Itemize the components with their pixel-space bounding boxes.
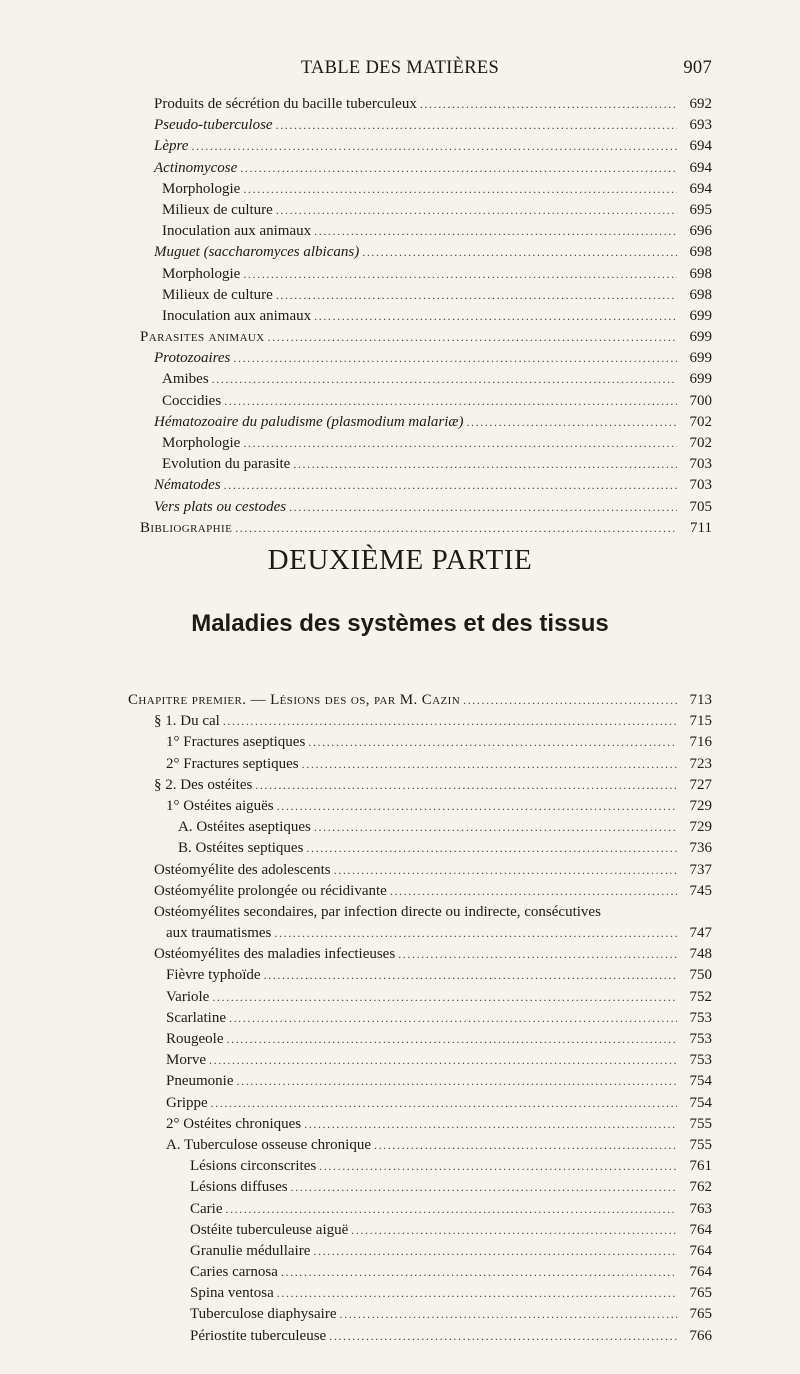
dot-leader (264, 965, 677, 986)
toc-entry (154, 94, 712, 115)
dot-leader (463, 690, 677, 711)
toc-entry-page: 752 (689, 988, 712, 1005)
toc-entry-title: Morphologie (162, 180, 241, 197)
toc-entry-page: 703 (689, 456, 712, 473)
dot-leader (274, 923, 677, 944)
toc-entry-page: 765 (689, 1306, 712, 1323)
toc-entry-page: 703 (689, 477, 712, 494)
toc-entry (154, 1029, 712, 1050)
toc-entry-page: 694 (689, 159, 712, 176)
toc-entry-page: 699 (689, 350, 712, 367)
toc-entry-title: Fièvre typhoïde (166, 967, 261, 984)
toc-entry (154, 221, 712, 242)
dot-leader (243, 179, 677, 200)
toc-entry (154, 732, 712, 753)
toc-entry-title: A. Tuberculose osseuse chronique (166, 1136, 371, 1153)
dot-leader (233, 348, 677, 369)
toc-entry-title: A. Ostéites aseptiques (178, 819, 311, 836)
toc-entry-page: 713 (689, 692, 712, 708)
toc-entry (154, 454, 712, 475)
toc-entry-title: B. Ostéites septiques (178, 840, 304, 857)
toc-entry-page: 754 (689, 1073, 712, 1090)
toc-entry-title: Lésions diffuses (190, 1179, 288, 1196)
toc-entry-title: Actinomycose (154, 159, 238, 176)
toc-entry-title: Inoculation aux animaux (162, 307, 312, 324)
toc-entry-title: Ostéomyélite prolongée ou récidivante (154, 882, 387, 899)
toc-entry-title: Ostéomyélites des maladies infectieuses (154, 946, 396, 963)
toc-entry (154, 200, 712, 221)
dot-leader (302, 754, 677, 775)
toc-entry (154, 944, 712, 965)
toc-entry (154, 1008, 712, 1029)
toc-entry-title: Nématodes (154, 477, 221, 494)
toc-entry-page: 700 (689, 392, 712, 409)
dot-leader (374, 1135, 677, 1156)
toc-entry (154, 497, 712, 518)
toc-entry-title: Bibliographie (140, 519, 233, 536)
toc-entry-title: Ostéomyélites secondaires, par infection directe ou indirecte, consécutives (154, 903, 601, 920)
toc-entry-title: Vers plats ou cestodes (154, 498, 287, 515)
toc-entry (154, 1135, 712, 1156)
toc-entry (140, 518, 712, 539)
part-title: DEUXIÈME PARTIE (267, 544, 533, 576)
dot-leader (362, 242, 677, 263)
dot-leader (240, 158, 677, 179)
toc-entry (154, 115, 712, 136)
toc-entry-title: Granulie médullaire (190, 1242, 311, 1259)
toc-entry-page: 698 (689, 244, 712, 261)
toc-entry (154, 881, 712, 902)
toc-entry-page: 753 (689, 1009, 712, 1026)
toc-entry (154, 775, 712, 796)
toc-entry-title: Lèpre (154, 138, 189, 155)
toc-entry-title: Inoculation aux animaux (162, 223, 312, 240)
toc-entry-title: Produits de sécrétion du bacille tuberculeux (154, 96, 417, 112)
toc-entry-page: 762 (689, 1179, 712, 1196)
toc-entry-title: aux traumatismes (166, 925, 272, 942)
running-header (0, 58, 800, 84)
toc-entry (128, 690, 712, 711)
dot-leader (276, 285, 677, 306)
toc-entry-title: 2° Fractures septiques (166, 755, 299, 772)
toc-entry-title: Milieux de culture (162, 201, 273, 218)
dot-leader (319, 1156, 677, 1177)
toc-entry-page: 755 (689, 1136, 712, 1153)
toc-entry (154, 348, 712, 369)
dot-leader (209, 1050, 677, 1071)
toc-entry (154, 306, 712, 327)
toc-entry (154, 264, 712, 285)
toc-entry-title: Pseudo-tuberculose (154, 117, 273, 134)
toc-entry (154, 412, 712, 433)
dot-leader (334, 860, 677, 881)
toc-entry-title: 2° Ostéites chroniques (166, 1115, 302, 1132)
toc-entry (154, 1177, 712, 1198)
toc-entry (154, 1071, 712, 1092)
toc-entry-page: 761 (689, 1158, 712, 1175)
toc-entry (154, 902, 712, 923)
toc-entry-title: Milieux de culture (162, 286, 273, 303)
dot-leader (308, 732, 677, 753)
toc-entry-title: Morve (166, 1052, 206, 1069)
toc-entry-page: 702 (689, 435, 712, 451)
toc-entry (154, 433, 712, 454)
toc-entry-title: Protozoaires (154, 350, 231, 367)
toc-entry-page: 753 (689, 1031, 712, 1047)
toc-entry-page: 750 (689, 967, 712, 984)
dot-leader (351, 1220, 677, 1241)
toc-entry (154, 1156, 712, 1177)
toc-entry-page: 699 (689, 329, 712, 346)
dot-leader (304, 1114, 677, 1135)
toc-entry-title: Pneumonie (166, 1073, 234, 1090)
toc-entry-title: Parasites animaux (140, 329, 265, 346)
toc-entry-title: 1° Ostéites aiguës (166, 797, 274, 814)
toc-entry-page: 711 (690, 519, 712, 536)
toc-entry (154, 860, 712, 881)
dot-leader (227, 1029, 678, 1050)
toc-entry (154, 1283, 712, 1304)
dot-leader (243, 264, 677, 285)
toc-entry (154, 711, 712, 732)
toc-entry-page: 723 (689, 755, 712, 772)
dot-leader (229, 1008, 677, 1029)
toc-entry (154, 817, 712, 838)
toc-entry-title: Périostite tuberculeuse (190, 1327, 327, 1344)
toc-entry (154, 285, 712, 306)
toc-entry (154, 754, 712, 775)
toc-entry-title: § 2. Des ostéites (154, 776, 253, 793)
dot-leader (223, 711, 677, 732)
dot-leader (276, 115, 677, 136)
dot-leader (235, 518, 677, 539)
toc-entry-title: Coccidies (162, 392, 222, 409)
toc-entry-title: Lésions circonscrites (190, 1158, 317, 1175)
dot-leader (191, 136, 677, 157)
dot-leader (277, 1283, 677, 1304)
toc-entry-title: Hématozoaire du paludisme (plasmodium malariæ) (154, 413, 464, 430)
dot-leader (211, 1093, 677, 1114)
dot-leader (398, 944, 677, 965)
dot-leader (281, 1262, 677, 1283)
part-subtitle: Maladies des systèmes et des tissus (191, 610, 609, 637)
toc-entry (154, 1093, 712, 1114)
toc-entry (154, 1199, 712, 1220)
toc-entry-page: 698 (689, 265, 712, 282)
toc-entry (154, 1114, 712, 1135)
toc-entry-page: 705 (689, 498, 712, 515)
dot-leader (291, 1177, 677, 1198)
toc-entry (154, 179, 712, 200)
toc-entry-page: 727 (689, 776, 712, 793)
toc-entry (154, 1220, 712, 1241)
running-title: TABLE DES MATIÈRES (300, 58, 500, 78)
dot-leader (313, 1241, 677, 1262)
page-number: 907 (683, 58, 712, 78)
dot-leader (293, 454, 677, 475)
dot-leader (314, 221, 677, 242)
dot-leader (224, 475, 677, 496)
toc-entry-title: Grippe (166, 1094, 208, 1111)
toc-entry (154, 987, 712, 1008)
toc-entry-title: Morphologie (162, 435, 241, 451)
toc-entry (154, 1050, 712, 1071)
toc-entry-page: 729 (689, 819, 712, 836)
toc-entry-title: Carie (190, 1200, 223, 1217)
toc-entry-page: 694 (689, 138, 712, 155)
toc-entry (154, 1262, 712, 1283)
toc-entry-page: 747 (689, 925, 712, 942)
toc-entry-page: 693 (689, 117, 712, 134)
toc-entry-page: 753 (689, 1052, 712, 1069)
toc-entry-page: 692 (689, 96, 712, 112)
toc-entry-page: 766 (689, 1327, 712, 1344)
toc-section-second (128, 690, 712, 1347)
toc-entry-title: Ostéite tuberculeuse aiguë (190, 1221, 349, 1238)
toc-entry-page: 764 (689, 1221, 712, 1238)
toc-entry-page: 748 (689, 946, 712, 963)
dot-leader (390, 881, 677, 902)
toc-entry-title: Tuberculose diaphysaire (190, 1306, 337, 1323)
toc-entry-title: Ostéomyélite des adolescents (154, 861, 331, 878)
dot-leader (255, 775, 677, 796)
toc-entry-page: 736 (689, 840, 712, 857)
toc-entry-title: Muguet (saccharomyces albicans) (154, 244, 360, 261)
toc-entry-page: 702 (689, 413, 712, 430)
toc-entry (154, 391, 712, 412)
dot-leader (289, 497, 677, 518)
toc-entry-title: Variole (166, 988, 210, 1005)
toc-entry-page: 699 (689, 371, 712, 388)
dot-leader (466, 412, 677, 433)
toc-entry (154, 965, 712, 986)
toc-entry-title: Scarlatine (166, 1009, 226, 1026)
dot-leader (277, 796, 677, 817)
toc-entry-title: 1° Fractures aseptiques (166, 734, 306, 751)
dot-leader (225, 1199, 677, 1220)
dot-leader (420, 94, 677, 115)
toc-entry-page: 745 (689, 882, 712, 899)
toc-entry (154, 136, 712, 157)
toc-entry (154, 1241, 712, 1262)
toc-entry-page: 694 (689, 180, 712, 197)
toc-entry (154, 369, 712, 390)
dot-leader (340, 1304, 678, 1325)
toc-entry-page: 764 (689, 1242, 712, 1259)
toc-entry-page: 764 (689, 1264, 712, 1281)
toc-entry-page: 716 (689, 734, 712, 751)
toc-entry-title: Amibes (162, 371, 209, 388)
toc-entry-page: 754 (689, 1094, 712, 1111)
dot-leader (314, 306, 677, 327)
dot-leader (314, 817, 677, 838)
toc-entry-title: Morphologie (162, 265, 241, 282)
toc-entry-page: 715 (689, 713, 712, 730)
toc-entry (154, 158, 712, 179)
toc-entry (154, 1326, 712, 1347)
toc-entry (154, 838, 712, 859)
toc-entry (154, 796, 712, 817)
toc-entry (154, 923, 712, 944)
toc-entry (154, 475, 712, 496)
dot-leader (224, 391, 677, 412)
toc-entry-title: Rougeole (166, 1031, 224, 1047)
toc-entry (154, 1304, 712, 1325)
toc-entry-title: Spina ventosa (190, 1285, 274, 1302)
dot-leader (329, 1326, 677, 1347)
toc-entry (140, 327, 712, 348)
toc-section-first (140, 94, 712, 539)
toc-entry-page: 755 (689, 1115, 712, 1132)
toc-entry-page: 699 (689, 307, 712, 324)
toc-entry-page: 695 (689, 201, 712, 218)
toc-entry-title: Chapitre premier. — Lésions des os, par M. Cazin (128, 692, 461, 708)
dot-leader (276, 200, 677, 221)
toc-entry-page: 763 (689, 1200, 712, 1217)
toc-entry (154, 242, 712, 263)
dot-leader (212, 369, 677, 390)
toc-entry-page: 696 (689, 223, 712, 240)
toc-entry-title: § 1. Du cal (154, 713, 220, 730)
toc-entry-page: 737 (689, 861, 712, 878)
toc-entry-page: 729 (689, 797, 712, 814)
dot-leader (212, 987, 677, 1008)
toc-entry-title: Evolution du parasite (162, 456, 291, 473)
dot-leader (237, 1071, 678, 1092)
dot-leader (268, 327, 677, 348)
toc-entry-page: 698 (689, 286, 712, 303)
dot-leader (306, 838, 677, 859)
toc-entry-title: Caries carnosa (190, 1264, 278, 1281)
dot-leader (243, 433, 677, 454)
toc-entry-page: 765 (689, 1285, 712, 1302)
